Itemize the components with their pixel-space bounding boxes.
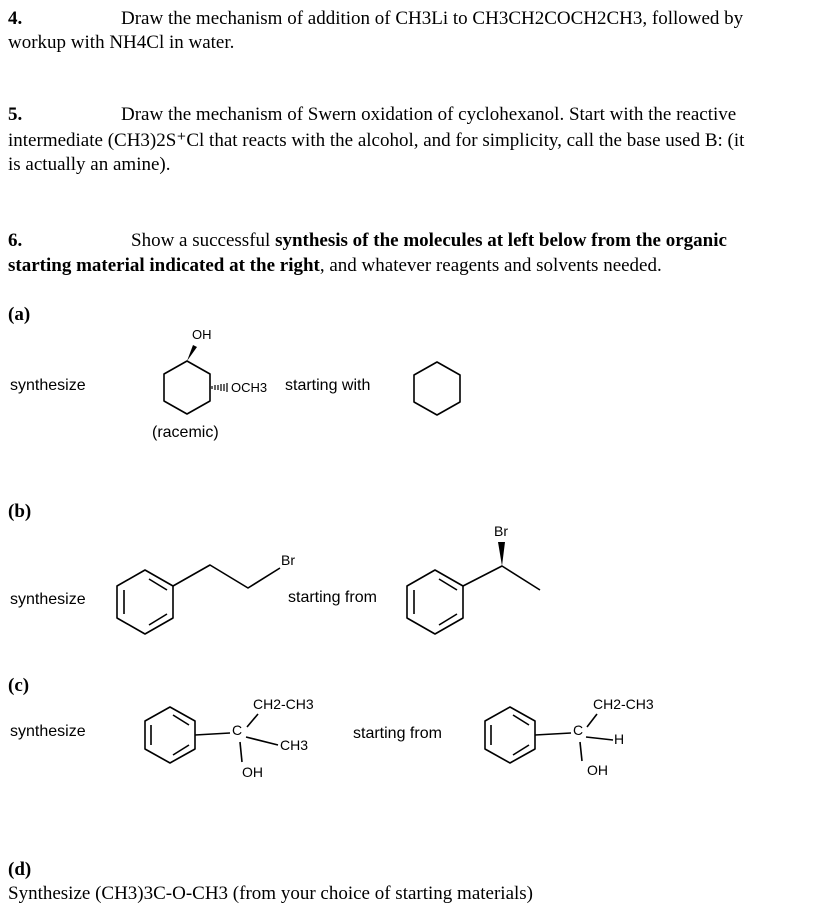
q6-intro-bold: synthesis of the molecules at left below [275, 230, 587, 251]
part-a-target-ring [164, 361, 210, 414]
q5-line3: is actually an amine). [8, 154, 171, 175]
part-b-br-start: Br [494, 523, 508, 539]
q6-line2-plain: , and whatever reagents and solvents needed. [319, 255, 662, 276]
q4-number: 4. [8, 8, 23, 29]
part-a-starting: starting with [285, 377, 371, 394]
part-d-label: (d) [8, 859, 32, 880]
part-a-start-ring [414, 362, 460, 415]
part-d-text: Synthesize (CH3)3C-O-CH3 (from your choice of starting materials) [8, 883, 534, 904]
part-c-target-oh: OH [242, 764, 263, 780]
part-b-synthesize: synthesize [10, 591, 86, 608]
part-c-target-c: C [232, 722, 243, 738]
q6-intro-bold-tail: from the organic [586, 230, 727, 251]
part-c-start-oh: OH [587, 762, 608, 778]
part-c-start-h: H [614, 731, 625, 747]
q6-intro-plain: Show a successful [131, 230, 276, 251]
part-c-target-ring [145, 707, 195, 763]
part-c-start-ch2ch3: CH2-CH3 [593, 696, 654, 712]
part-a-oh-wedge [187, 345, 197, 361]
part-a-label: (a) [8, 304, 31, 325]
part-b-target-chain [173, 565, 280, 588]
part-c-target-ch3: CH3 [280, 737, 309, 753]
part-c-synthesize: synthesize [10, 723, 86, 740]
q5-line1: Draw the mechanism of Swern oxidation of cyclohexanol. Start with the reactive [121, 104, 737, 125]
part-b-start-chain [463, 566, 540, 590]
part-b-br-target: Br [281, 552, 295, 568]
q6-line2-bold: starting material indicated at the right [8, 255, 320, 276]
part-c-label: (c) [8, 675, 30, 696]
q6-number: 6. [8, 230, 23, 251]
part-a-och3: OCH3 [231, 380, 268, 395]
part-b-br-wedge [498, 542, 505, 566]
q5-number: 5. [8, 104, 23, 125]
q4-line1: Draw the mechanism of addition of CH3Li to CH3CH2COCH2CH3, followed by [121, 8, 744, 29]
part-b-starting: starting from [288, 589, 377, 606]
part-a-synthesize: synthesize [10, 377, 86, 394]
part-c-starting: starting from [353, 725, 442, 742]
part-b-label: (b) [8, 501, 32, 522]
q5-line2: intermediate (CH3)2S⁺Cl that reacts with the alcohol, and for simplicity, call the base used B: (it [8, 130, 745, 151]
part-c-start-ring [485, 707, 535, 763]
part-a-hash-bond [212, 383, 227, 392]
part-b-start-ring [407, 570, 463, 634]
q4-line2: workup with NH4Cl in water. [8, 32, 235, 53]
part-a-oh: OH [192, 327, 212, 342]
part-c-target-ch2ch3: CH2-CH3 [253, 696, 314, 712]
part-c-start-c: C [573, 722, 584, 738]
part-a-racemic: (racemic) [152, 424, 219, 441]
part-b-target-ring [117, 570, 173, 634]
